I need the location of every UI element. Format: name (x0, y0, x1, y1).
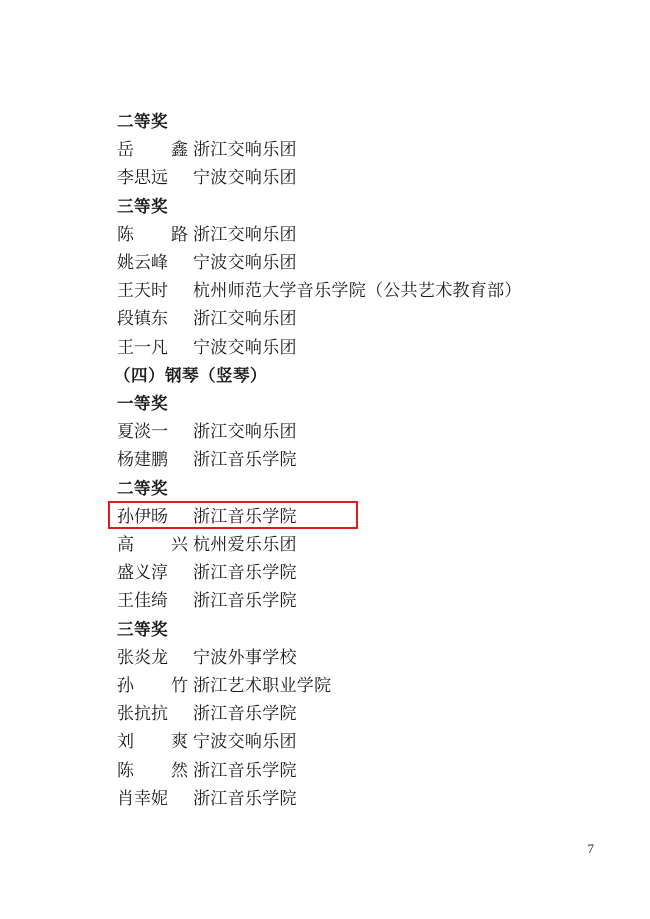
recipient-name: 段镇东 (117, 309, 168, 329)
recipient-organization: 浙江音乐学院 (193, 450, 297, 470)
list-item (60, 587, 590, 615)
recipient-name: 王一凡 (117, 337, 168, 357)
recipient-organization: 浙江交响乐团 (193, 224, 297, 244)
recipient-organization: 浙江音乐学院 (193, 760, 297, 780)
recipient-organization: 浙江交响乐团 (193, 309, 297, 329)
list-item (60, 757, 590, 785)
recipient-organization: 宁波交响乐团 (193, 168, 297, 188)
list-item (60, 644, 590, 672)
list-item (60, 672, 590, 700)
recipient-organization: 浙江交响乐团 (193, 422, 297, 442)
recipient-name: 陈 路 (117, 224, 198, 244)
award-level-heading: 二等奖 (117, 112, 168, 131)
section-heading: （四）钢琴（竖琴） (114, 365, 267, 385)
list-item (60, 531, 590, 559)
list-item (60, 164, 590, 192)
recipient-name: 王佳绮 (117, 591, 168, 611)
recipient-organization: 浙江音乐学院 (193, 506, 297, 526)
recipient-name: 高 兴 (117, 535, 198, 555)
recipient-name: 刘 爽 (117, 732, 198, 752)
award-level-heading: 一等奖 (117, 394, 168, 414)
list-item (60, 334, 590, 362)
recipient-name: 肖幸妮 (117, 788, 168, 808)
list-item (60, 136, 590, 164)
recipient-organization: 浙江音乐学院 (193, 788, 297, 808)
recipient-name: 张炎龙 (117, 647, 168, 667)
recipient-organization: 浙江音乐学院 (193, 591, 297, 611)
recipient-name: 陈 然 (117, 760, 198, 780)
list-item (60, 728, 590, 756)
award-list (60, 108, 590, 813)
recipient-name: 夏淡一 (117, 422, 168, 442)
award-level-heading: 二等奖 (117, 478, 168, 498)
list-item (60, 700, 590, 728)
recipient-name: 姚云峰 (117, 253, 168, 273)
award-level-heading: 三等奖 (117, 619, 168, 639)
recipient-name: 张抗抗 (117, 704, 168, 724)
recipient-organization: 宁波交响乐团 (193, 337, 297, 357)
recipient-organization: 宁波交响乐团 (193, 732, 297, 752)
list-item (60, 446, 590, 474)
list-item (60, 785, 590, 813)
recipient-organization: 浙江交响乐团 (193, 140, 297, 160)
recipient-organization: 宁波外事学校 (193, 647, 297, 667)
list-item (60, 503, 590, 531)
recipient-name: 岳 鑫 (117, 140, 198, 160)
recipient-name: 孙 竹 (117, 676, 198, 696)
recipient-name: 王天时 (117, 281, 168, 301)
page-number: 7 (587, 841, 594, 856)
list-item (60, 559, 590, 587)
recipient-name: 李思远 (117, 168, 168, 188)
recipient-organization: 宁波交响乐团 (193, 253, 297, 273)
recipient-name: 杨建鹏 (117, 450, 168, 470)
list-item (60, 249, 590, 277)
recipient-organization: 浙江艺术职业学院 (193, 676, 332, 696)
recipient-organization: 杭州师范大学音乐学院（公共艺术教育部） (193, 281, 522, 301)
award-level-heading: 三等奖 (117, 196, 168, 216)
list-item (60, 418, 590, 446)
recipient-organization: 浙江音乐学院 (193, 704, 297, 724)
recipient-name: 盛义淳 (117, 563, 168, 583)
list-item (60, 277, 590, 305)
list-item (60, 221, 590, 249)
recipient-organization: 杭州爱乐乐团 (193, 535, 297, 555)
recipient-organization: 浙江音乐学院 (193, 563, 297, 583)
list-item (60, 305, 590, 333)
recipient-name: 孙伊旸 (117, 506, 168, 526)
